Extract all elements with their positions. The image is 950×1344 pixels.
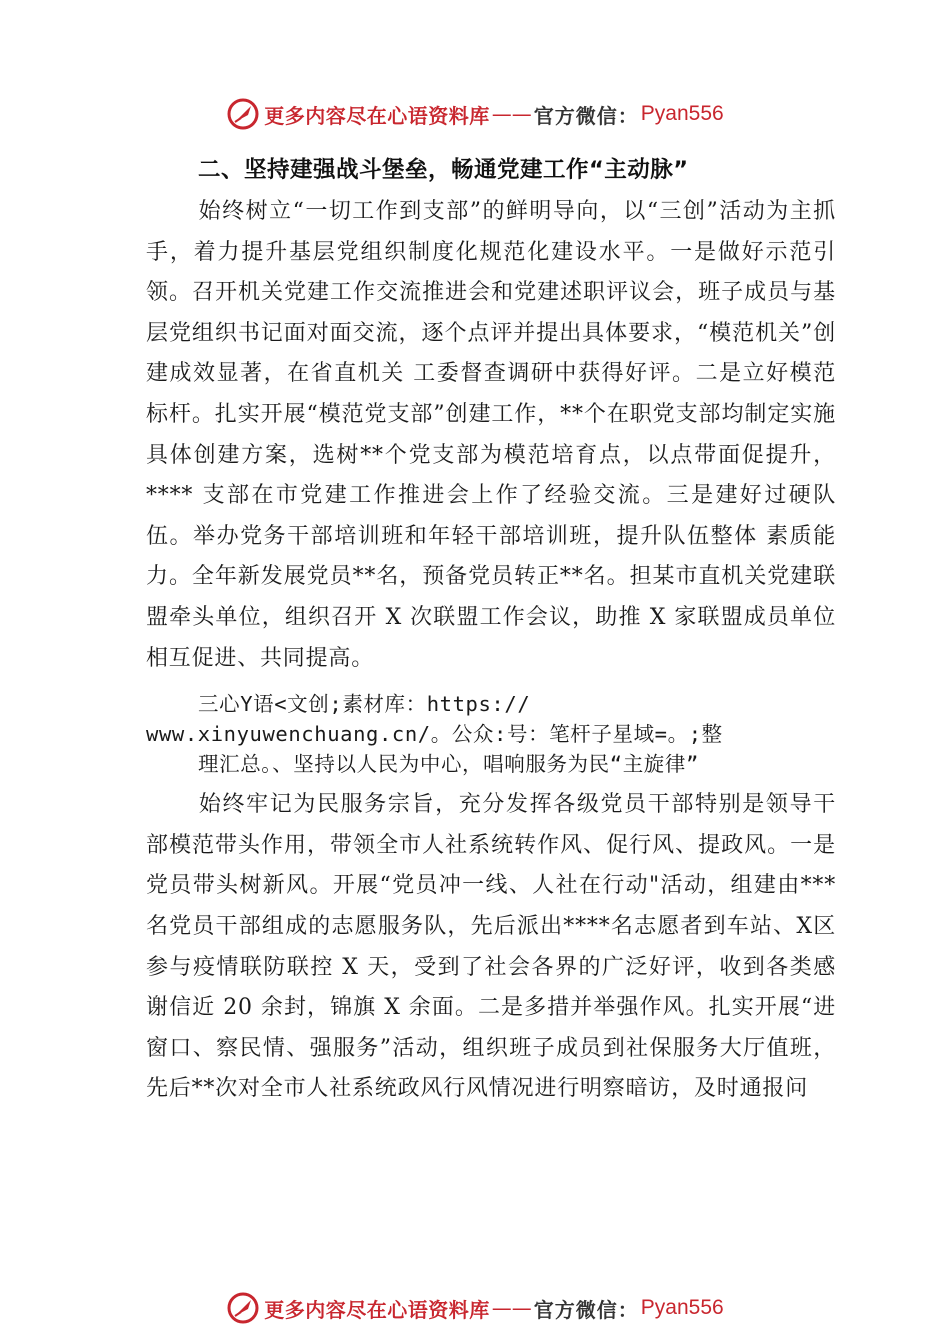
section-paragraph (146, 785, 836, 1110)
watermark-wechat-label: 官方微信： (533, 103, 639, 128)
section-heading: 二、坚持建强战斗堡垒，畅通党建工作“主动脉” (198, 157, 689, 183)
note-line: 理汇总。、坚持以人民为中心，唱响服务为民“主旋律” (198, 752, 699, 777)
section-paragraph (146, 192, 836, 679)
watermark-site-name: 更多内容尽在心语资料库 (264, 1297, 490, 1322)
watermark-wechat-id: Pyan556 (640, 102, 724, 125)
watermark-wechat-label: 官方微信： (533, 1297, 639, 1322)
header-watermark (0, 94, 950, 134)
document-body (146, 150, 836, 1110)
quill-logo-icon (226, 1291, 260, 1325)
watermark-site-name: 更多内容尽在心语资料库 (264, 103, 490, 128)
note-line: 三心Y语<文创;素材库：https:// (198, 692, 531, 717)
watermark-wechat-id: Pyan556 (640, 1296, 724, 1319)
inserted-note (146, 689, 836, 779)
footer-watermark (0, 1288, 950, 1328)
paragraph-text: 始终树立“一切工作到支部”的鲜明导向，以“三创”活动为主抓手，着力提升基层党组织制度化规范化建设水平。一是做好示范引领。召开机关党建工作交流推进会和党建述职评议会，班子成员与基层党组织书记面对面交流，逐个点评并提出具体要求，“模范机关”创建成效显著，在省直机关 工委督查调研中获得好评。二是立好模范标杆。扎实开展“模范党支部”创建工作，**个在职党支部均制定实施具体创建方案，选树**个党支部为模范培育点，以点带面促提升，**** 支部在市党建工作推进会上作了经验交流。三是建好过硬队 伍。举办党务干部培训班和年轻干部培训班，提升队伍整体 素质能力。全年新发展党员**名，预备党员转正**名。担某市直机关党建联盟牵头单位，组织召开 X 次联盟工作会议，助推 X 家联盟成员单位相互促进、共同提高。 (146, 199, 836, 671)
quill-logo-icon (226, 97, 260, 131)
watermark-separator: —— (491, 102, 532, 126)
note-url-line: www.xinyuwenchuang.cn/。公众:号：笔杆子星域=。;整 (146, 722, 723, 747)
paragraph-text: 始终牢记为民服务宗旨，充分发挥各级党员干部特别是领导干部模范带头作用，带领全市人社系统转作风、促行风、提政风。一是党员带头树新风。开展“党员冲一线、人社在行动"活动，组建由***名党员干部组成的志愿服务队，先后派出****名志愿者到车站、X区参与疫情联防联控 X 天，受到了社会各界的广泛好评，收到各类感谢信近 20 余封，锦旗 X 余面。二是多措并举强作风。扎实开展“进窗口、察民情、强服务”活动，组织班子成员到社保服务大厅值班，先后**次对全市人社系统政风行风情况进行明察暗访，及时通报问 (146, 792, 836, 1102)
watermark-separator: —— (491, 1296, 532, 1320)
